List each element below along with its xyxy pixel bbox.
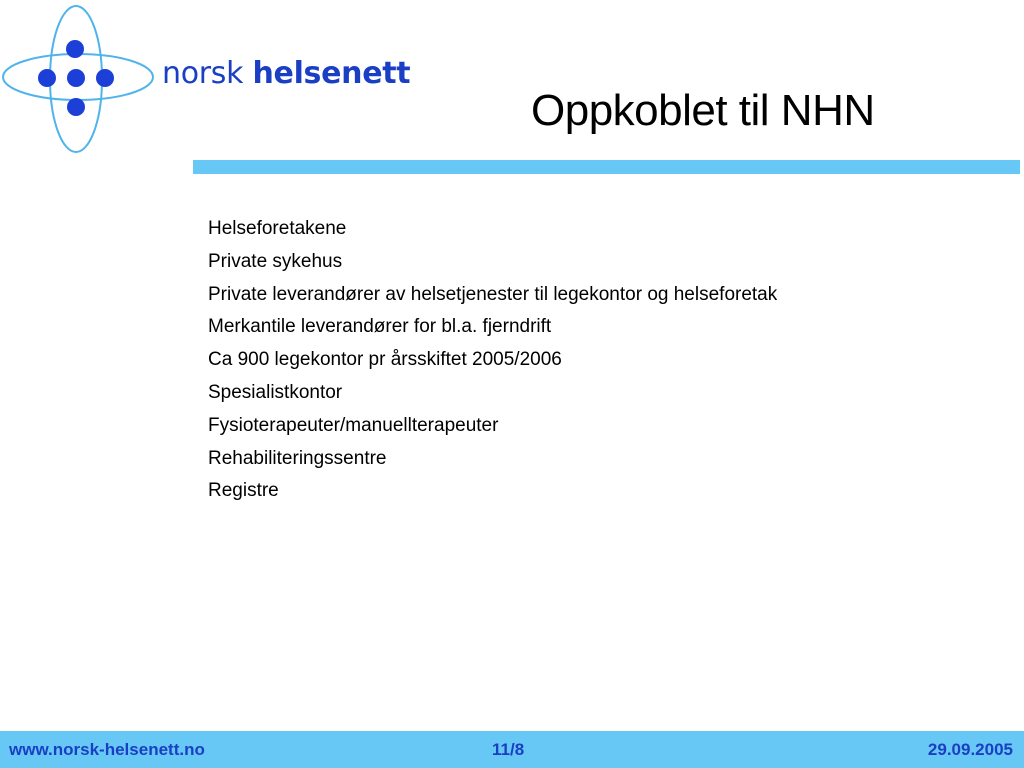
logo-wordmark (162, 56, 410, 91)
list-item: Merkantile leverandører for bl.a. fjerndrift (208, 316, 552, 338)
logo-brand-bold: helsenett (252, 56, 411, 91)
list-item: Helseforetakene (208, 218, 347, 239)
footer-date: 29.09.2005 (927, 740, 1013, 759)
slide-title: Oppkoblet til NHN (531, 86, 875, 135)
title-divider (193, 160, 1020, 174)
norsk-helsenett-logo (0, 0, 411, 160)
list-item: Fysioterapeuter/manuellterapeuter (208, 414, 499, 436)
list-item: Rehabiliteringssentre (208, 447, 387, 469)
list-item: Registre (208, 480, 279, 502)
slide-bullet-list (208, 213, 777, 508)
list-item: Ca 900 legekontor pr årsskiftet 2005/2006 (208, 349, 562, 371)
list-item: Spesialistkontor (208, 381, 343, 403)
list-item: Private leverandører av helsetjenester til legekontor og helseforetak (208, 283, 778, 305)
list-item: Private sykehus (208, 250, 343, 272)
footer-bar (0, 731, 1024, 768)
footer-page-number: 11/8 (492, 740, 525, 759)
footer-url: www.norsk-helsenett.no (9, 740, 205, 759)
logo-brand-light: norsk (162, 56, 244, 91)
